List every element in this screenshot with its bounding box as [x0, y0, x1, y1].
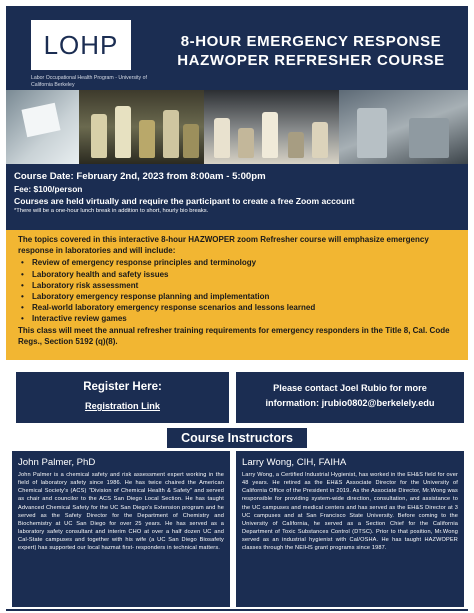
- instructor-name: Larry Wong, CIH, FAIHA: [242, 457, 347, 468]
- header-band: [6, 6, 468, 90]
- lab-photo-label: [6, 90, 79, 164]
- instructor-name: John Palmer, PhD: [18, 457, 96, 468]
- instructor-card-wong: [236, 451, 464, 607]
- topic-item: • Laboratory health and safety issues: [18, 269, 456, 280]
- course-title: [156, 32, 466, 70]
- lab-photo-bottles: [79, 90, 204, 164]
- logo-subtitle: Labor Occupational Health Program - University of California Berkeley: [31, 75, 147, 88]
- instructors-heading: Course Instructors: [167, 428, 307, 448]
- topic-item: • Laboratory emergency response planning and implementation: [18, 291, 456, 302]
- topic-item: • Real-world laboratory emergency response scenarios and lessons learned: [18, 302, 456, 313]
- contact-box: [236, 372, 464, 423]
- course-date: Course Date: February 2nd, 2023 from 8:00am - 5:00pm: [14, 171, 266, 182]
- topic-item: • Review of emergency response principles and terminology: [18, 257, 456, 268]
- register-box: [16, 372, 229, 423]
- topics-outro: This class will meet the annual refresher training requirements for emergency responders in the Title 8, Cal. Code Regs., Section 5192 (q)(8).: [18, 325, 450, 346]
- topic-item: • Interactive review games: [18, 313, 456, 324]
- topics-list: [18, 257, 456, 324]
- contact-line-1: Please contact Joel Rubio for more: [273, 383, 427, 393]
- topics-box: [6, 230, 468, 360]
- instructor-bio: John Palmer is a chemical safety and risk assessment expert working in the field of laboratory safety since 1986. He has twice chaired the American Chemical Society's (ACS) "Division of Chemical Health & Safety" and served as chair and councilor to the ACS San Diego Local Section. He has taught Advanced Chemical Safety for the UC San Diego's Extension program and he served as the Safety Director for the Department of Chemistry and Biochemistry at UC San Diego for over 25 years. He has served as a laboratory safety consultant and interim CHO at over a half dozen UC and Cal-State campuses and together with his wife (a UC San Diego Biosafety expert) has supported our local hazmat first- responders in technical matters.: [18, 472, 224, 552]
- lab-photo-fumehood: [339, 90, 468, 164]
- course-fee: Fee: $100/person: [14, 184, 83, 194]
- contact-email[interactable]: information: jrubio0802@berkelely.edu: [265, 398, 435, 408]
- lab-photo-shelf: [204, 90, 339, 164]
- title-line-2: HAZWOPER REFRESHER COURSE: [177, 52, 445, 69]
- topics-intro: The topics covered in this interactive 8-hour HAZWOPER zoom Refresher course will emphasize emergency response in laboratories and will include:: [18, 235, 429, 256]
- course-info-band: [6, 164, 468, 230]
- lunch-note: *There will be a one-hour lunch break in addition to short, hourly bio breaks.: [14, 208, 209, 214]
- topic-item: • Laboratory risk assessment: [18, 280, 456, 291]
- bottom-divider: [6, 609, 468, 611]
- lohp-logo: [31, 20, 131, 70]
- register-title: Register Here:: [83, 381, 162, 393]
- virtual-notice: Courses are held virtually and require the participant to create a free Zoom account: [14, 196, 355, 206]
- registration-link[interactable]: Registration Link: [84, 401, 161, 411]
- title-line-1: 8-HOUR EMERGENCY RESPONSE: [180, 33, 442, 50]
- instructor-card-palmer: [12, 451, 230, 607]
- logo-text: LOHP: [43, 29, 119, 60]
- lab-photo-strip: [6, 90, 468, 164]
- instructor-bio: Larry Wong, a Certified Industrial Hygienist, has worked in the EH&S field for over 48 years. He retired as the EH&S Associate Director for the University of California Office of the President in 2019. As the Associate Director, Mr.Wong was responsible for providing system-wide direction, consultation, and assistance to the UC campuses and medical centers and has served as the EH&S Director at 3 UC campuses and at San Francisco State University. Before coming to the University of California, he served as a Section Chief for the California Department of Toxic Substances Control (DTSC). Prior to that position, Mr.Wong served as an industrial hygienist with Cal/OSHA. He has taught HAZWOPER classes through the NEIHS grant programs since 1987.: [242, 472, 458, 552]
